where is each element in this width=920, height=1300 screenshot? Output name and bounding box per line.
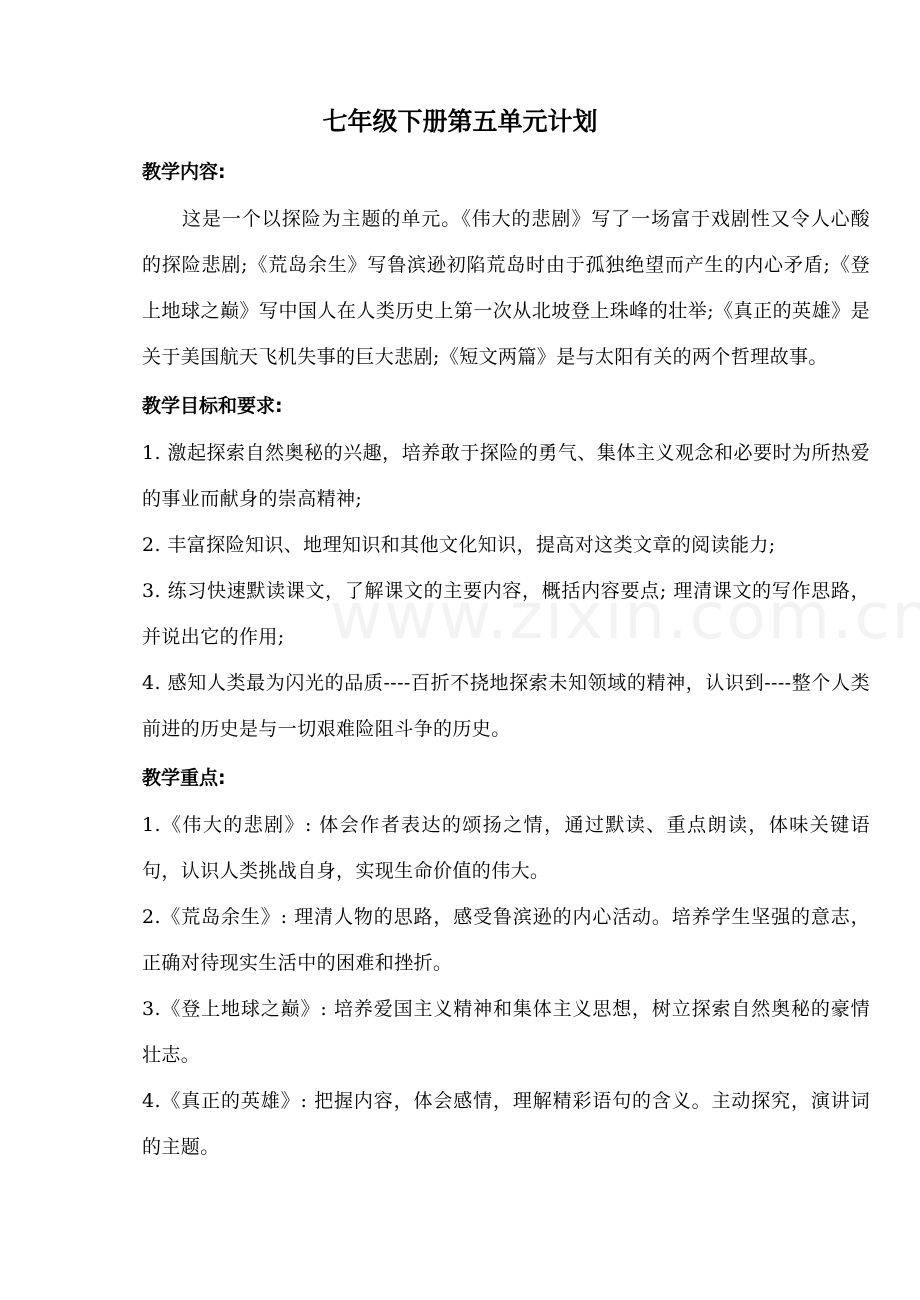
- key-point-item-3: 3.《登上地球之巅》: 培养爱国主义精神和集体主义思想，树立探索自然奥秘的豪情壮志。: [142, 998, 870, 1066]
- key-point-item-2: 2.《荒岛余生》: 理清人物的思路，感受鲁滨逊的内心活动。培养学生坚强的意志，正确对待现实生活中的困难和挫折。: [142, 906, 870, 974]
- goal-item-2: 2. 丰富探险知识、地理知识和其他文化知识，提高对这类文章的阅读能力;: [142, 534, 776, 556]
- section-heading-key-points: 教学重点:: [142, 767, 226, 789]
- content-paragraph: 这是一个以探险为主题的单元。《伟大的悲剧》写了一场富于戏剧性又令人心酸的探险悲剧;《荒岛余生》写鲁滨逊初陷荒岛时由于孤独绝望而产生的内心矛盾;《登上地球之巅》写中国人在人类历史上第一次从北坡登上珠峰的壮举;《真正的英雄》是关于美国航天飞机失事的巨大悲剧;《短文两篇》是与太阳有关的两个哲理故事。: [142, 208, 870, 368]
- document-body: [142, 150, 870, 1170]
- section-heading-goals: 教学目标和要求:: [142, 395, 283, 417]
- section-heading-content: 教学内容:: [142, 161, 226, 183]
- page-title: 七年级下册第五单元计划: [322, 107, 598, 136]
- goal-item-4: 4. 感知人类最为闪光的品质----百折不挠地探索未知领域的精神，认识到----整个人类前进的历史是与一切艰难险阻斗争的历史。: [142, 672, 870, 740]
- goal-item-1: 1. 激起探索自然奥秘的兴趣，培养敢于探险的勇气、集体主义观念和必要时为所热爱的事业而献身的崇高精神;: [142, 442, 870, 510]
- key-point-item-1: 1.《伟大的悲剧》: 体会作者表达的颂扬之情，通过默读、重点朗读，体味关键语句，认识人类挑战自身，实现生命价值的伟大。: [142, 814, 870, 882]
- goal-item-3: 3. 练习快速默读课文，了解课文的主要内容，概括内容要点; 理清课文的写作思路，并说出它的作用;: [142, 580, 870, 648]
- key-point-item-4: 4.《真正的英雄》: 把握内容，体会感情，理解精彩语句的含义。主动探究，演讲词的主题。: [142, 1090, 870, 1158]
